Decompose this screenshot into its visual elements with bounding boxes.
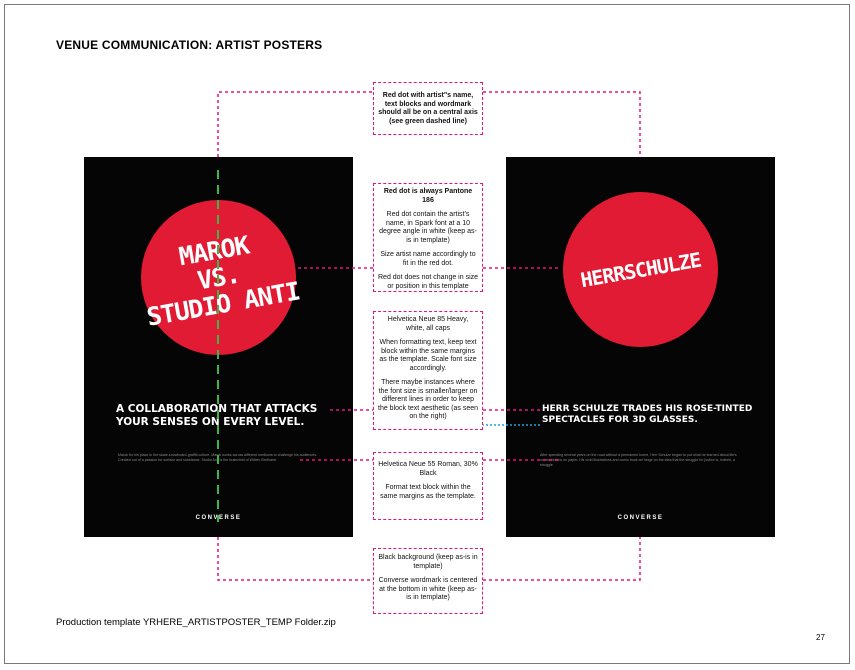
annotation-background-wordmark: [373, 548, 483, 614]
poster-headline: HERR SCHULZE TRADES HIS ROSE-TINTED SPECTACLES FOR 3D GLASSES.: [542, 404, 753, 425]
annotation-headline: [373, 311, 483, 430]
note-text: Helvetica Neue 85 Heavy, white, all caps: [387, 316, 469, 332]
annotation-central-axis: [373, 82, 483, 135]
poster-left: [84, 157, 353, 537]
annotation-body-copy: [373, 452, 483, 520]
converse-wordmark: CONVERSE: [617, 515, 664, 521]
artist-name: HERRSCHULZE: [578, 247, 703, 292]
poster-headline: A COLLABORATION THAT ATTACKS YOUR SENSES ON EVERY LEVEL.: [116, 403, 318, 428]
production-template-note: Production template YRHERE_ARTISTPOSTER_TEMP Folder.zip: [56, 617, 336, 628]
note-text: Red dot with artist"s name, text blocks and wordmark should all be on a central axis (see green dashed line): [378, 92, 478, 125]
note-text: Converse wordmark is centered at the bottom in white (keep as-is in template): [378, 577, 478, 601]
poster-right: [506, 157, 775, 537]
note-text: Black background (keep as-is in template): [378, 554, 478, 570]
note-text: Format text block within the same margins as the template.: [380, 484, 476, 500]
note-text: There maybe instances where the font size is smaller/larger on different lines in order to keep the block text aesthetic (as seen on the right): [378, 379, 478, 420]
red-dot: [563, 192, 718, 347]
converse-wordmark: CONVERSE: [195, 515, 242, 521]
annotation-red-dot: [373, 183, 483, 292]
artist-name: MAROK VS. STUDIO ANTI: [144, 230, 302, 332]
note-text: Size artist name accordingly to fit in the red dot.: [380, 251, 476, 267]
page-title: VENUE COMMUNICATION: ARTIST POSTERS: [56, 38, 323, 52]
note-text: Red dot is always Pantone 186: [383, 188, 473, 204]
note-text: Red dot does not change in size or position in this template: [378, 274, 479, 290]
page-number: 27: [816, 633, 825, 642]
poster-body-copy: Marok for his place in the skate-snowboard-graffiti culture. Marok works across different mediums to challenge his audiences. Created out of a passion for surface and substance, Studio Anti is the brainchild of Willem Brethane.: [118, 453, 318, 462]
note-text: When formatting text, keep text block within the same margins as the template. Scale font size accordingly.: [379, 339, 477, 372]
note-text: Helvetica Neue 55 Roman, 30% Black: [378, 461, 478, 477]
poster-body-copy: After spending several years on the road without a permanent home, Herr Schulze began to put what he learned about life's contradictions on paper. His vivid illustrations and comic book art hinge on the idea that the struggle for justice is, indeed, a struggle.: [540, 453, 737, 467]
red-dot: [141, 200, 302, 355]
note-text: Red dot contain the artist's name, in Spark font at a 10 degree angle in white (keep as-is in template): [379, 211, 477, 244]
